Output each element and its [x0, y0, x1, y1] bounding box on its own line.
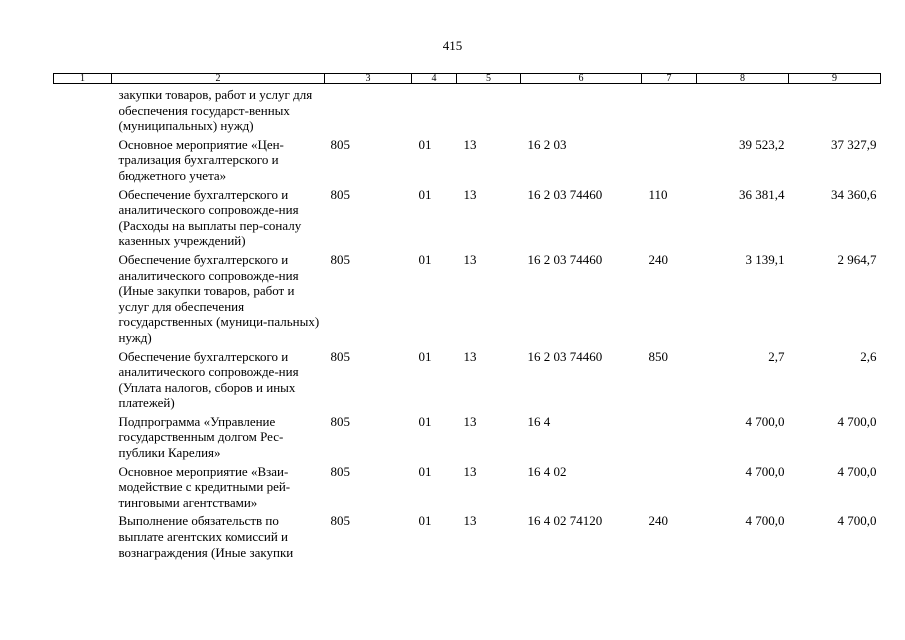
empty-cell [54, 349, 112, 414]
amount-col8: 4 700,0 [745, 513, 785, 529]
amount-col8: 36 381,4 [739, 186, 785, 202]
item-name: Обеспечение бухгалтерского и аналитического сопровожде-ния (Уплата налогов, сборов и иных платежей) [118, 348, 299, 411]
subsection-code: 13 [463, 463, 477, 479]
admin-code: 805 [330, 513, 350, 529]
expense-kind: 240 [648, 251, 668, 267]
section-code: 01 [418, 413, 432, 429]
section-code: 01 [418, 463, 432, 479]
table-row [54, 187, 881, 252]
column-header: 2 [112, 74, 325, 84]
item-name: Подпрограмма «Управление государственным долгом Рес-публики Карелия» [118, 413, 284, 461]
budget-table [53, 73, 881, 563]
empty-cell [54, 414, 112, 464]
subsection-code: 13 [463, 348, 477, 364]
amount-col8: 4 700,0 [745, 463, 785, 479]
amount-col9: 4 700,0 [837, 413, 877, 429]
amount-col9: 2 964,7 [837, 251, 877, 267]
item-name: Основное мероприятие «Взаи-модействие с кредитными рей-тинговыми агентствами» [118, 463, 291, 510]
target-article: 16 2 03 74460 [527, 251, 603, 267]
target-article: 16 2 03 74460 [527, 186, 603, 202]
target-article: 16 4 02 74120 [527, 513, 603, 529]
section-code: 01 [418, 186, 432, 202]
amount-col9 [789, 84, 881, 137]
admin-code [325, 84, 412, 137]
item-name: Основное мероприятие «Цен-трализация бухгалтерского и бюджетного учета» [118, 136, 284, 183]
empty-cell [54, 137, 112, 187]
target-article: 16 4 02 [527, 463, 567, 479]
empty-cell [54, 252, 112, 349]
column-header: 8 [697, 74, 789, 84]
table-row [54, 137, 881, 187]
target-article: 16 2 03 [527, 136, 567, 152]
subsection-code: 13 [463, 186, 477, 202]
subsection-code: 13 [463, 513, 477, 529]
admin-code: 805 [330, 251, 350, 267]
subsection-code: 13 [463, 136, 477, 152]
amount-col9: 4 700,0 [837, 513, 877, 529]
admin-code: 805 [330, 463, 350, 479]
section-code: 01 [418, 136, 432, 152]
column-header: 9 [789, 74, 881, 84]
empty-cell [54, 84, 112, 137]
admin-code: 805 [330, 413, 350, 429]
target-article: 16 2 03 74460 [527, 348, 603, 364]
table-row [54, 84, 881, 137]
subsection-code [457, 84, 521, 137]
table-row [54, 252, 881, 349]
amount-col9: 37 327,9 [831, 136, 877, 152]
column-header: 5 [457, 74, 521, 84]
amount-col8: 3 139,1 [745, 251, 785, 267]
column-header: 3 [325, 74, 412, 84]
expense-kind [642, 414, 697, 464]
admin-code: 805 [330, 348, 350, 364]
column-header: 4 [412, 74, 457, 84]
section-code: 01 [418, 348, 432, 364]
expense-kind: 240 [648, 513, 668, 529]
column-header: 6 [521, 74, 642, 84]
table-body [54, 84, 881, 564]
subsection-code: 13 [463, 251, 477, 267]
column-header: 7 [642, 74, 697, 84]
table-header [54, 74, 881, 84]
amount-col9: 34 360,6 [831, 186, 877, 202]
expense-kind [642, 464, 697, 514]
empty-cell [54, 187, 112, 252]
item-name: Выполнение обязательств по выплате агентских комиссий и вознаграждения (Иные закупки [118, 513, 294, 560]
item-name: закупки товаров, работ и услуг для обеспечения государст-венных (муниципальных) нужд) [118, 87, 313, 134]
section-code: 01 [418, 251, 432, 267]
table-row [54, 464, 881, 514]
subsection-code: 13 [463, 413, 477, 429]
table-row [54, 513, 881, 563]
section-code: 01 [418, 513, 432, 529]
table-row [54, 414, 881, 464]
expense-kind [642, 137, 697, 187]
column-number-row [54, 74, 881, 84]
admin-code: 805 [330, 186, 350, 202]
admin-code: 805 [330, 136, 350, 152]
expense-kind [642, 84, 697, 137]
column-header: 1 [54, 74, 112, 84]
page-number: 415 [442, 38, 463, 53]
item-name: Обеспечение бухгалтерского и аналитического сопровожде-ния (Расходы на выплаты пер-соналу казенных учреждений) [118, 186, 302, 249]
amount-col9: 4 700,0 [837, 463, 877, 479]
amount-col8: 2,7 [768, 348, 785, 364]
table-row [54, 349, 881, 414]
amount-col8 [697, 84, 789, 137]
amount-col8: 4 700,0 [745, 413, 785, 429]
section-code [412, 84, 457, 137]
expense-kind: 110 [648, 186, 668, 202]
empty-cell [54, 464, 112, 514]
empty-cell [54, 513, 112, 563]
amount-col9: 2,6 [860, 348, 877, 364]
amount-col8: 39 523,2 [739, 136, 785, 152]
expense-kind: 850 [648, 348, 668, 364]
target-article: 16 4 [527, 413, 551, 429]
item-name: Обеспечение бухгалтерского и аналитического сопровожде-ния (Иные закупки товаров, работ и услуг для обеспечения государственных (муници-пальных) нужд) [118, 251, 320, 345]
target-article [521, 84, 642, 137]
